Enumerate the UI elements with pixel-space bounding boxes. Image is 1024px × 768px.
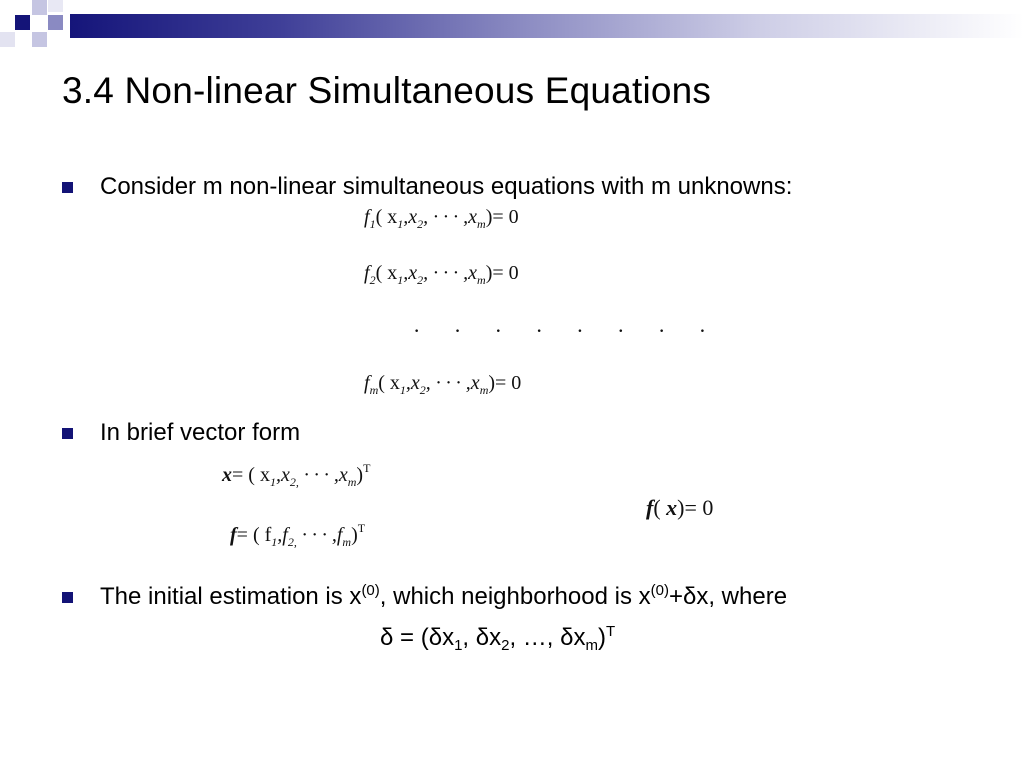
gradient-bar [70, 14, 1024, 38]
bullet-text: The initial estimation is $x^{(0)}$, which neighborhood is $x^{(0)}+\delta x$, where [100, 582, 788, 610]
equation-m: $f_m$( $x_1,x_2$, · · · $,x_m)= 0$ [364, 372, 522, 397]
decor-square [15, 15, 30, 30]
decor-square [32, 0, 47, 15]
decor-square [32, 32, 47, 47]
slide-title: 3.4 Non-linear Simultaneous Equations [62, 70, 712, 111]
bullet-text: Consider m non-linear simultaneous equations with m unknowns: [100, 173, 793, 200]
equation-1: $f_1$( $x_1,x_2$, · · · $,x_m)= 0$ [364, 206, 519, 231]
header-decoration [0, 0, 1024, 48]
compact-equation: f( x)= 0 [646, 495, 714, 520]
delta-definition: $\delta = (\delta x_1$, $\delta x_2$, …, $\delta x_m)^T$ [380, 623, 616, 654]
bullet-marker [62, 592, 73, 603]
vector-x-equation: x= ( $x_1,x_{2,}$ · · · $,x_m)^T$ [222, 461, 371, 489]
bullet-marker [62, 428, 73, 439]
vector-f-equation: f= ( $f_1,f_{2,}$ · · · $,f_m)^T$ [230, 521, 366, 549]
decor-square [48, 15, 63, 30]
ellipsis-row: · · · · · · · · [413, 318, 721, 343]
decor-square [0, 32, 15, 47]
bullet-marker [62, 182, 73, 193]
decor-square [48, 0, 63, 12]
bullet-text: In brief vector form [100, 419, 301, 446]
equation-2: $f_2$( $x_1,x_2$, · · · $,x_m)= 0$ [364, 262, 519, 287]
